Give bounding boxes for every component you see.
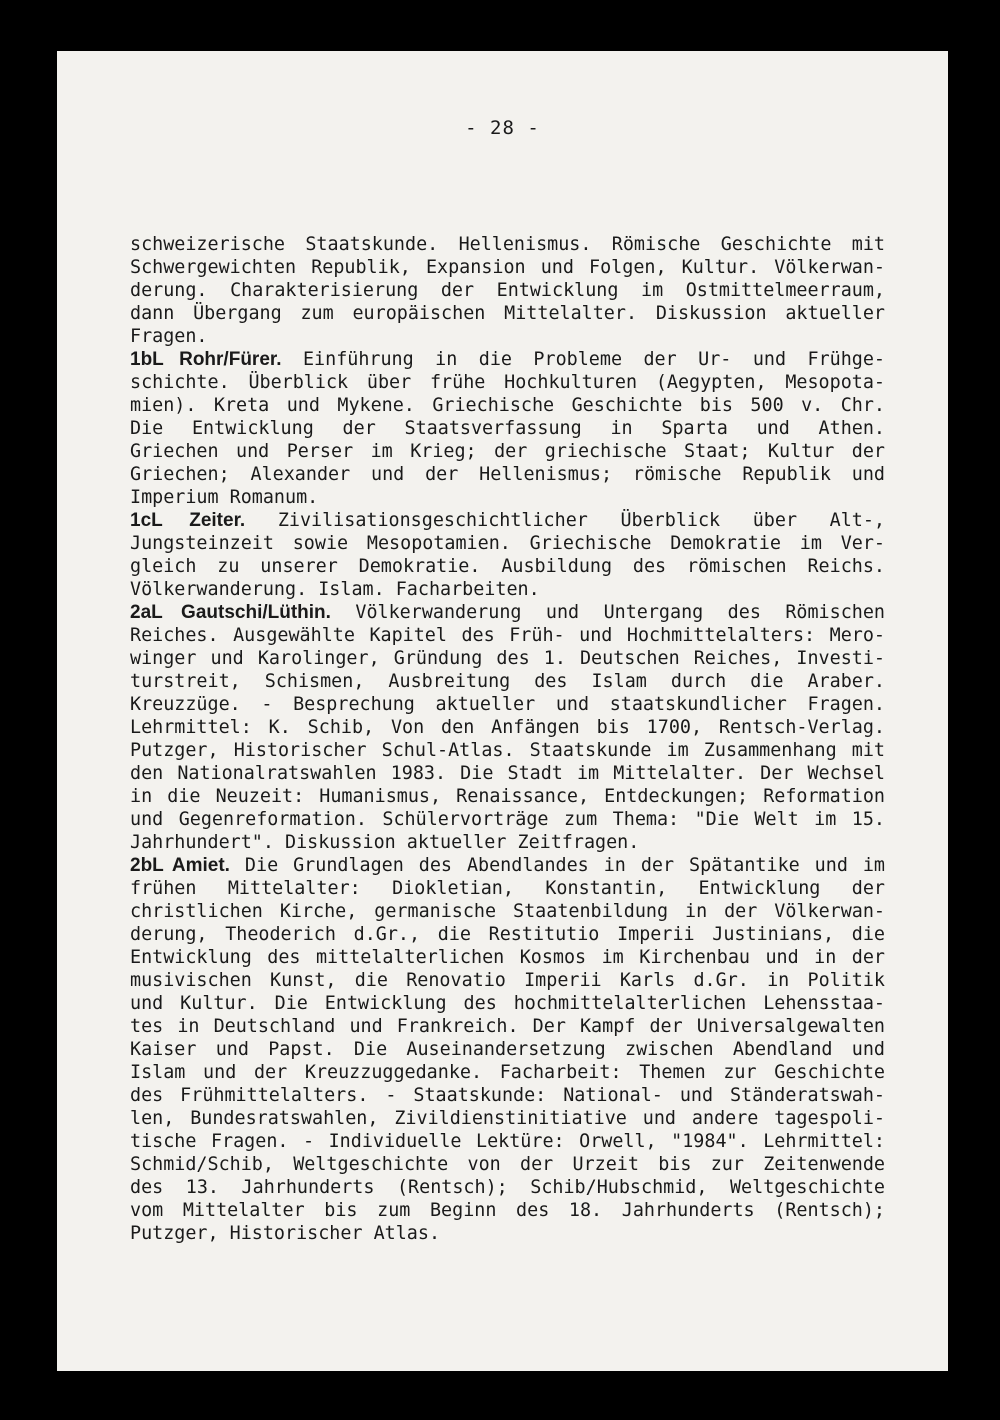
page-number: - 28 -: [465, 117, 540, 139]
text-line: [130, 555, 885, 578]
text-line: [130, 762, 885, 785]
section-heading: 2bL Amiet.: [130, 855, 230, 876]
text-line: [130, 279, 885, 302]
line-text: in die Neuzeit: Humanismus, Renaissance, Entdeckungen; Reformation: [130, 786, 885, 807]
text-line: [130, 785, 885, 808]
line-text: Islam und der Kreuzzuggedanke. Facharbeit: Themen zur Geschichte: [130, 1062, 885, 1083]
document-page: [57, 51, 948, 1371]
line-text: Imperium Romanum.: [130, 487, 319, 508]
text-line: [130, 831, 885, 854]
text-line: [130, 969, 885, 992]
line-text: des 13. Jahrhunderts (Rentsch); Schib/Hubschmid, Weltgeschichte: [130, 1177, 885, 1198]
line-text: Völkerwanderung. Islam. Facharbeiten.: [130, 579, 540, 600]
text-line: [130, 716, 885, 739]
text-line: [130, 509, 885, 532]
line-text: vom Mittelalter bis zum Beginn des 18. Jahrhunderts (Rentsch);: [130, 1200, 885, 1221]
text-line: [130, 394, 885, 417]
paragraph: [130, 233, 885, 348]
line-text: des Frühmittelalters. - Staatskunde: National- und Ständeratswah-: [130, 1085, 885, 1106]
line-text: winger und Karolinger, Gründung des 1. Deutschen Reiches, Investi-: [130, 648, 885, 669]
text-line: [130, 1199, 885, 1222]
line-text: Lehrmittel: K. Schib, Von den Anfängen bis 1700, Rentsch-Verlag.: [130, 717, 885, 738]
line-text: derung. Charakterisierung der Entwicklung im Ostmittelmeerraum,: [130, 280, 885, 301]
paragraph: [130, 509, 885, 601]
text-line: [130, 1222, 885, 1245]
line-text: dann Übergang zum europäischen Mittelalter. Diskussion aktueller: [130, 303, 885, 324]
text-line: [130, 601, 885, 624]
line-text: Griechen; Alexander und der Hellenismus; römische Republik und: [130, 464, 885, 485]
text-line: [130, 440, 885, 463]
line-text: Die Grundlagen des Abendlandes in der Spätantike und im: [229, 855, 885, 876]
line-text: Kaiser und Papst. Die Auseinandersetzung zwischen Abendland und: [130, 1039, 885, 1060]
text-line: [130, 670, 885, 693]
line-text: Reiches. Ausgewählte Kapitel des Früh- und Hochmittelalters: Mero-: [130, 625, 885, 646]
line-text: len, Bundesratswahlen, Zivildienstinitiative und andere tagespoli-: [130, 1108, 885, 1129]
line-text: Fragen.: [130, 326, 208, 347]
text-line: [130, 1015, 885, 1038]
section-heading: 2aL Gautschi/Lüthin.: [130, 602, 331, 623]
text-line: [130, 578, 885, 601]
text-line: [130, 348, 885, 371]
text-line: [130, 256, 885, 279]
line-text: turstreit, Schismen, Ausbreitung des Islam durch die Araber.: [130, 671, 885, 692]
section-heading: 1cL Zeiter.: [130, 510, 246, 531]
line-text: musivischen Kunst, die Renovatio Imperii Karls d.Gr. in Politik: [130, 970, 885, 991]
text-line: [130, 463, 885, 486]
section-heading: 1bL Rohr/Fürer.: [130, 349, 282, 370]
line-text: und Kultur. Die Entwicklung des hochmittelalterlichen Lehensstaa-: [130, 993, 885, 1014]
line-text: und Gegenreformation. Schülervorträge zum Thema: "Die Welt im 15.: [130, 809, 885, 830]
text-line: [130, 693, 885, 716]
line-text: Jahrhundert". Diskussion aktueller Zeitfragen.: [130, 832, 640, 853]
text-line: [130, 1084, 885, 1107]
text-line: [130, 1038, 885, 1061]
line-text: christlichen Kirche, germanische Staatenbildung in der Völkerwan-: [130, 901, 885, 922]
line-text: tische Fragen. - Individuelle Lektüre: Orwell, "1984". Lehrmittel:: [130, 1131, 885, 1152]
text-line: [130, 417, 885, 440]
line-text: Entwicklung des mittelalterlichen Kosmos im Kirchenbau und in der: [130, 947, 885, 968]
line-text: den Nationalratswahlen 1983. Die Stadt im Mittelalter. Der Wechsel: [130, 763, 885, 784]
text-line: [130, 532, 885, 555]
line-text: Griechen und Perser im Krieg; der griechische Staat; Kultur der: [130, 441, 885, 462]
paragraph: [130, 601, 885, 854]
line-text: Einführung in die Probleme der Ur- und Frühge-: [281, 349, 885, 370]
line-text: Völkerwanderung und Untergang des Römischen: [330, 602, 885, 623]
text-line: [130, 371, 885, 394]
text-line: [130, 302, 885, 325]
text-line: [130, 1061, 885, 1084]
line-text: Kreuzzüge. - Besprechung aktueller und staatskundlicher Fragen.: [130, 694, 885, 715]
line-text: schichte. Überblick über frühe Hochkulturen (Aegypten, Mesopota-: [130, 372, 885, 393]
line-text: Jungsteinzeit sowie Mesopotamien. Griechische Demokratie im Ver-: [130, 533, 885, 554]
paragraph: [130, 348, 885, 509]
text-line: [130, 808, 885, 831]
line-text: Schwergewichten Republik, Expansion und Folgen, Kultur. Völkerwan-: [130, 257, 885, 278]
text-line: [130, 1107, 885, 1130]
text-line: [130, 900, 885, 923]
line-text: tes in Deutschland und Frankreich. Der Kampf der Universalgewalten: [130, 1016, 885, 1037]
text-line: [130, 877, 885, 900]
line-text: Die Entwicklung der Staatsverfassung in Sparta und Athen.: [130, 418, 885, 439]
paragraph: [130, 854, 885, 1245]
text-line: [130, 946, 885, 969]
text-line: [130, 1130, 885, 1153]
text-line: [130, 325, 885, 348]
line-text: Zivilisationsgeschichtlicher Überblick über Alt-,: [245, 510, 885, 531]
line-text: frühen Mittelalter: Diokletian, Konstantin, Entwicklung der: [130, 878, 885, 899]
line-text: Putzger, Historischer Atlas.: [130, 1223, 441, 1244]
document-body: [130, 233, 885, 1245]
line-text: schweizerische Staatskunde. Hellenismus. Römische Geschichte mit: [130, 234, 885, 255]
line-text: gleich zu unserer Demokratie. Ausbildung des römischen Reichs.: [130, 556, 885, 577]
text-line: [130, 233, 885, 256]
text-line: [130, 992, 885, 1015]
text-line: [130, 923, 885, 946]
text-line: [130, 739, 885, 762]
line-text: derung, Theoderich d.Gr., die Restitutio Imperii Justinians, die: [130, 924, 885, 945]
line-text: mien). Kreta und Mykene. Griechische Geschichte bis 500 v. Chr.: [130, 395, 885, 416]
text-line: [130, 854, 885, 877]
text-line: [130, 1176, 885, 1199]
text-line: [130, 647, 885, 670]
text-line: [130, 624, 885, 647]
text-line: [130, 486, 885, 509]
line-text: Putzger, Historischer Schul-Atlas. Staatskunde im Zusammenhang mit: [130, 740, 885, 761]
line-text: Schmid/Schib, Weltgeschichte von der Urzeit bis zur Zeitenwende: [130, 1154, 885, 1175]
text-line: [130, 1153, 885, 1176]
